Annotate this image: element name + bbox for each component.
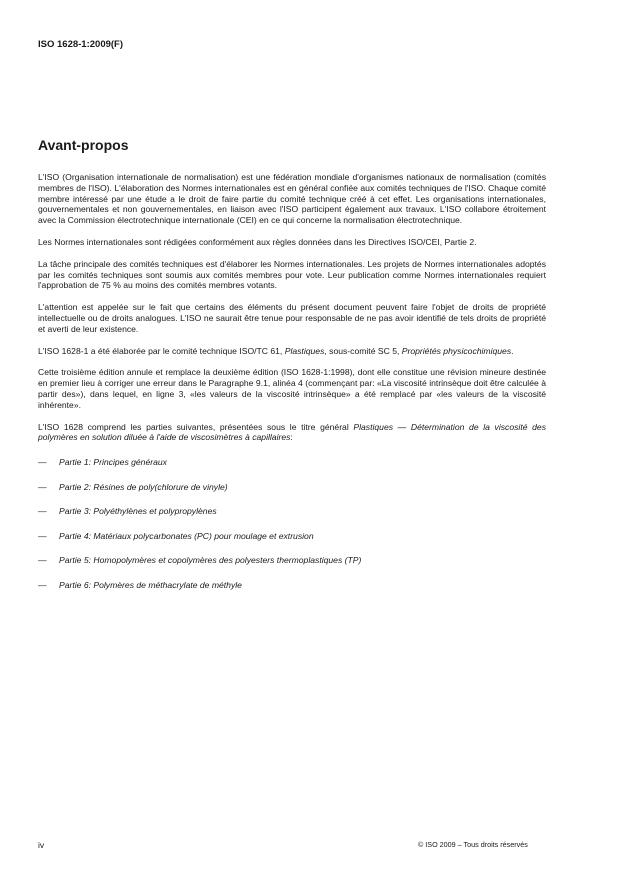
paragraph-directives: Les Normes internationales sont rédigées conformément aux règles données dans les Directives ISO/CEI, Partie 2. — [38, 236, 477, 247]
part-title: Partie 1: Principes généraux — [59, 457, 167, 468]
committee-sc-name: Propriétés physicochimiques — [401, 345, 512, 356]
committee-tc-name: Plastiques — [284, 345, 325, 356]
committee-end: . — [511, 345, 514, 356]
list-item — [38, 531, 546, 556]
em-dash-bullet: — — [38, 530, 47, 541]
part-title: Partie 4: Matériaux polycarbonates (PC) pour moulage et extrusion — [59, 530, 314, 541]
part-title: Partie 6: Polymères de méthacrylate de méthyle — [59, 579, 242, 590]
parts-list — [38, 457, 546, 604]
committee-mid: , sous-comité SC 5, — [324, 345, 402, 356]
parts-intro-text: L'ISO 1628 comprend les parties suivantes, présentées sous le titre général — [38, 421, 354, 432]
paragraph-edition: Cette troisième édition annule et remplace la deuxième édition (ISO 1628-1:1998), dont elle constitue une révision mineure destinée en premier lieu à corriger une erreur dans le Paragraphe 9.1, alinéa 4 (commençant par: «La viscosité intrinsèque doit être calculée à partir des»), dans lequel, en ligne 3, «les valeurs de la viscosité intrinsèque» a été remplacé par «les valeurs de la viscosité inhérente». — [38, 367, 546, 410]
paragraph-technical-committees: La tâche principale des comités techniques est d'élaborer les Normes internationales. Les projets de Normes internationales adoptés par les comités techniques sont soumis aux comités membres pour vote. Leur publication comme Normes internationales requiert l'approbation de 75 % au moins des comités membres votants. — [38, 258, 546, 291]
parts-general-title: Plastiques — Détermination de la viscosité des polymères en solution diluée à l'aide de viscosimètres à capillaires — [38, 421, 547, 443]
em-dash-bullet: — — [38, 481, 47, 492]
part-title: Partie 5: Homopolymères et copolymères des polyesters thermoplastiques (TP) — [59, 555, 362, 566]
copyright-notice: © ISO 2009 – Tous droits réservés — [418, 840, 528, 849]
paragraph-iso-intro: L'ISO (Organisation internationale de normalisation) est une fédération mondiale d'organismes nationaux de normalisation (comités membres de l'ISO). L'élaboration des Normes internationales est en général confiée aux comités techniques de l'ISO. Chaque comité membre intéressé par une étude a le droit de faire partie du comité technique créé à cet effet. Les organisations internationales, gouvernementales et non gouvernementales, en liaison avec l'ISO participent également aux travaux. L'ISO collabore étroitement avec la Commission électrotechnique internationale (CEI) en ce qui concerne la normalisation électrotechnique. — [38, 172, 546, 226]
em-dash-bullet: — — [38, 506, 47, 517]
paragraph-committee — [38, 346, 546, 357]
parts-intro-end: : — [290, 432, 293, 443]
em-dash-bullet: — — [38, 579, 47, 590]
list-item — [38, 506, 546, 531]
committee-intro: L'ISO 1628-1 a été élaborée par le comité technique ISO/TC 61, — [38, 345, 285, 356]
list-item — [38, 555, 546, 580]
foreword-body — [38, 172, 546, 604]
em-dash-bullet: — — [38, 555, 47, 566]
part-title: Partie 2: Résines de poly(chlorure de vinyle) — [59, 481, 228, 492]
document-id-header: ISO 1628-1:2009(F) — [38, 39, 124, 50]
list-item — [38, 457, 546, 482]
paragraph-parts-intro — [38, 422, 546, 444]
list-item — [38, 482, 546, 507]
paragraph-patent-notice: L'attention est appelée sur le fait que certains des éléments du présent document peuvent faire l'objet de droits de propriété intellectuelle ou de droits analogues. L'ISO ne saurait être tenue pour responsable de ne pas avoir identifié de tels droits de propriété et averti de leur existence. — [38, 302, 546, 334]
em-dash-bullet: — — [38, 457, 47, 468]
page-number: iv — [38, 840, 45, 850]
part-title: Partie 3: Polyéthylènes et polypropylènes — [59, 506, 217, 517]
list-item — [38, 580, 546, 605]
page-title: Avant-propos — [38, 137, 129, 153]
